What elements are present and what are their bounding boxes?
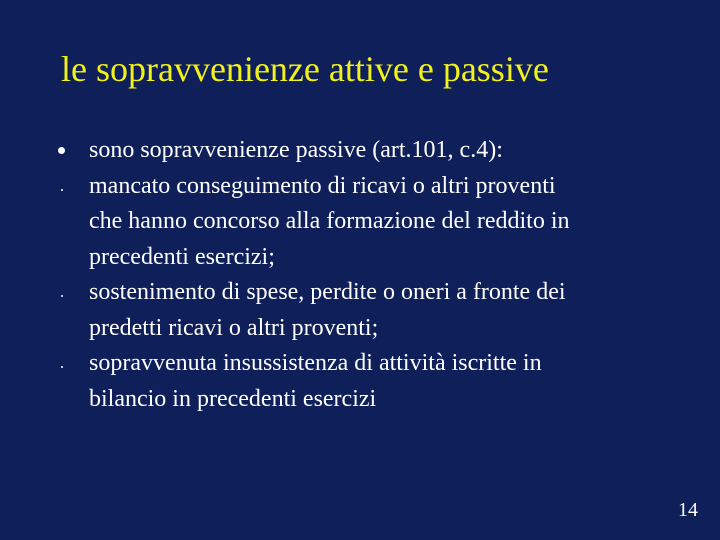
page-number: 14	[678, 499, 698, 521]
bullet-item	[56, 346, 676, 417]
sub-bullet-dot-icon	[61, 189, 63, 191]
bullet-item	[56, 275, 676, 346]
bullet-text-line: che hanno concorso alla formazione del reddito in	[89, 208, 570, 234]
bullet-item	[56, 169, 676, 276]
bullet-text-line: sopravvenuta insussistenza di attività iscritte in	[89, 350, 542, 376]
bullet-text-line: sostenimento di spese, perdite o oneri a fronte dei	[89, 279, 566, 305]
bullet-text-line: precedenti esercizi;	[89, 243, 275, 270]
sub-bullet-dot-icon	[61, 366, 63, 368]
bullet-text-line: predetti ricavi o altri proventi;	[89, 314, 379, 341]
sub-bullet-dot-icon	[61, 295, 63, 297]
bullet-text-line: bilancio in precedenti esercizi	[89, 385, 377, 412]
slide-title: le sopravvenienze attive e passive	[61, 49, 549, 89]
bullet-item	[56, 133, 676, 169]
bullet-text-line: sono sopravvenienze passive (art.101, c.4):	[89, 137, 503, 163]
bullet-dot-icon	[58, 147, 65, 154]
bullet-text-line: mancato conseguimento di ricavi o altri proventi	[89, 172, 556, 199]
bullet-list	[56, 133, 676, 417]
